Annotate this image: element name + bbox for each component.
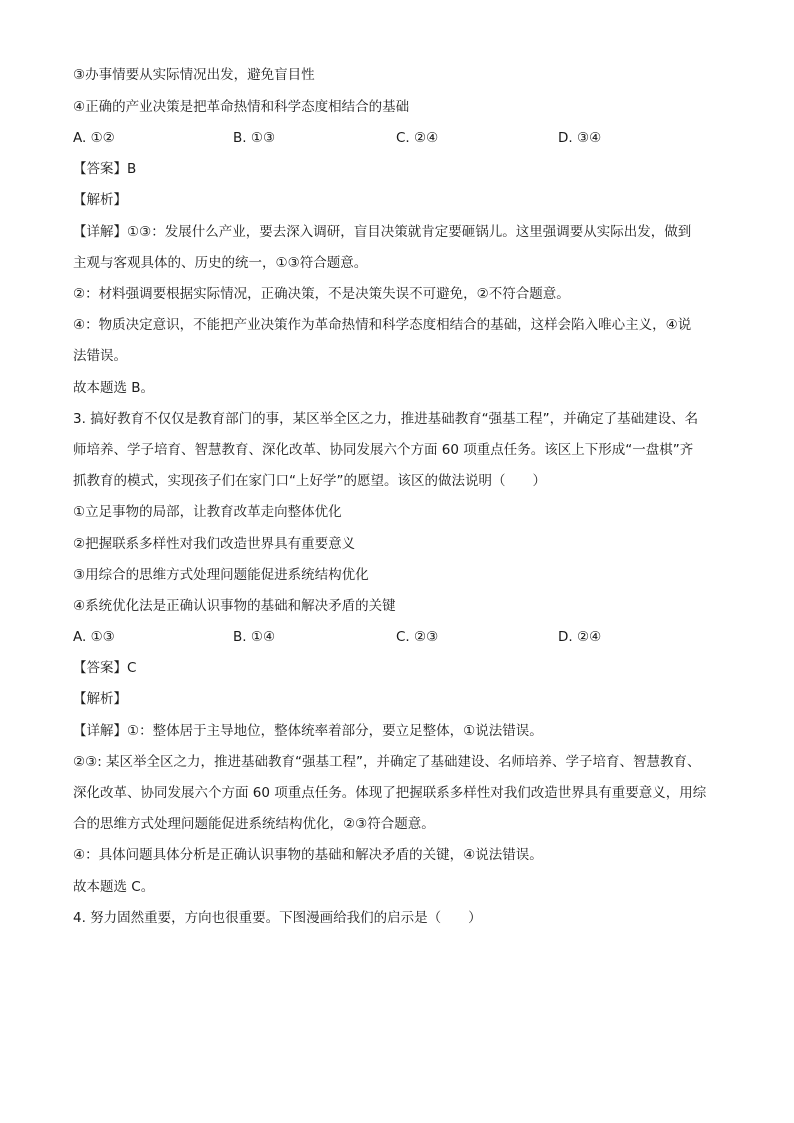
q2-option-d: D. ③④ bbox=[558, 130, 602, 146]
q2-option-c: C. ②④ bbox=[396, 130, 439, 146]
q3-analysis-label: 【解析】 bbox=[73, 691, 127, 707]
q3-option-d: D. ②④ bbox=[558, 629, 602, 645]
q2-option-a: A. ①② bbox=[73, 130, 115, 146]
q3-options bbox=[73, 628, 713, 646]
q4-stem: 4. 努力固然重要，方向也很重要。下图漫画给我们的启示是（ ） bbox=[73, 910, 482, 926]
q3-detail-line-2: ②③: 某区举全区之力，推进基础教育“强基工程”，并确定了基础建设、名师培养、学子培育、智慧教育、 bbox=[73, 754, 701, 770]
q3-stem-line-3: 抓教育的模式，实现孩子们在家门口“上好学”的愿望。该区的做法说明（ ） bbox=[73, 473, 546, 489]
q2-detail-line-3: ②：材料强调要根据实际情况，正确决策，不是决策失误不可避免，②不符合题意。 bbox=[73, 286, 570, 302]
q2-options bbox=[73, 129, 713, 147]
q2-detail-line-4: ④：物质决定意识，不能把产业决策作为革命热情和科学态度相结合的基础，这样会陷入唯心主义，④说 bbox=[73, 317, 692, 333]
q3-detail-line-3: 深化改革、协同发展六个方面 60 项重点任务。体现了把握联系多样性对我们改造世界具有重要意义，用综 bbox=[73, 785, 707, 801]
q3-answer: 【答案】C bbox=[73, 660, 137, 676]
q3-option-a: A. ①③ bbox=[73, 629, 115, 645]
q2-detail-line-6: 故本题选 B。 bbox=[73, 380, 155, 396]
q3-statement-2: ②把握联系多样性对我们改造世界具有重要意义 bbox=[73, 536, 356, 552]
q2-answer: 【答案】B bbox=[73, 161, 137, 177]
q3-detail-line-5: ④：具体问题具体分析是正确认识事物的基础和解决矛盾的关键，④说法错误。 bbox=[73, 847, 543, 863]
q2-option-b: B. ①③ bbox=[233, 130, 276, 146]
q3-detail-line-4: 合的思维方式处理问题能促进系统结构优化，②③符合题意。 bbox=[73, 816, 435, 832]
q3-statement-4: ④系统优化法是正确认识事物的基础和解决矛盾的关键 bbox=[73, 598, 396, 614]
q2-statement-4: ④正确的产业决策是把革命热情和科学态度相结合的基础 bbox=[73, 99, 410, 115]
q3-detail-line-6: 故本题选 C。 bbox=[73, 879, 155, 895]
q2-statement-3: ③办事情要从实际情况出发，避免盲目性 bbox=[73, 67, 315, 83]
q2-detail-line-1: 【详解】①③：发展什么产业，要去深入调研，盲目决策就肯定要砸锅儿。这里强调要从实际出发，做到 bbox=[73, 224, 692, 240]
q3-detail-line-1: 【详解】①：整体居于主导地位，整体统率着部分，要立足整体，①说法错误。 bbox=[73, 723, 543, 739]
q3-statement-3: ③用综合的思维方式处理问题能促进系统结构优化 bbox=[73, 567, 369, 583]
q2-detail-line-5: 法错误。 bbox=[73, 348, 127, 364]
q2-analysis-label: 【解析】 bbox=[73, 192, 127, 208]
q3-option-b: B. ①④ bbox=[233, 629, 276, 645]
q3-stem-line-1: 3. 搞好教育不仅仅是教育部门的事，某区举全区之力，推进基础教育“强基工程”，并确定了基础建设、名 bbox=[73, 411, 699, 427]
q2-detail-line-2: 主观与客观具体的、历史的统一，①③符合题意。 bbox=[73, 255, 368, 271]
q3-stem-line-2: 师培养、学子培育、智慧教育、深化改革、协同发展六个方面 60 项重点任务。该区上下形成“一盘棋”齐 bbox=[73, 442, 694, 458]
q3-option-c: C. ②③ bbox=[396, 629, 439, 645]
q3-statement-1: ①立足事物的局部，让教育改革走向整体优化 bbox=[73, 504, 342, 520]
